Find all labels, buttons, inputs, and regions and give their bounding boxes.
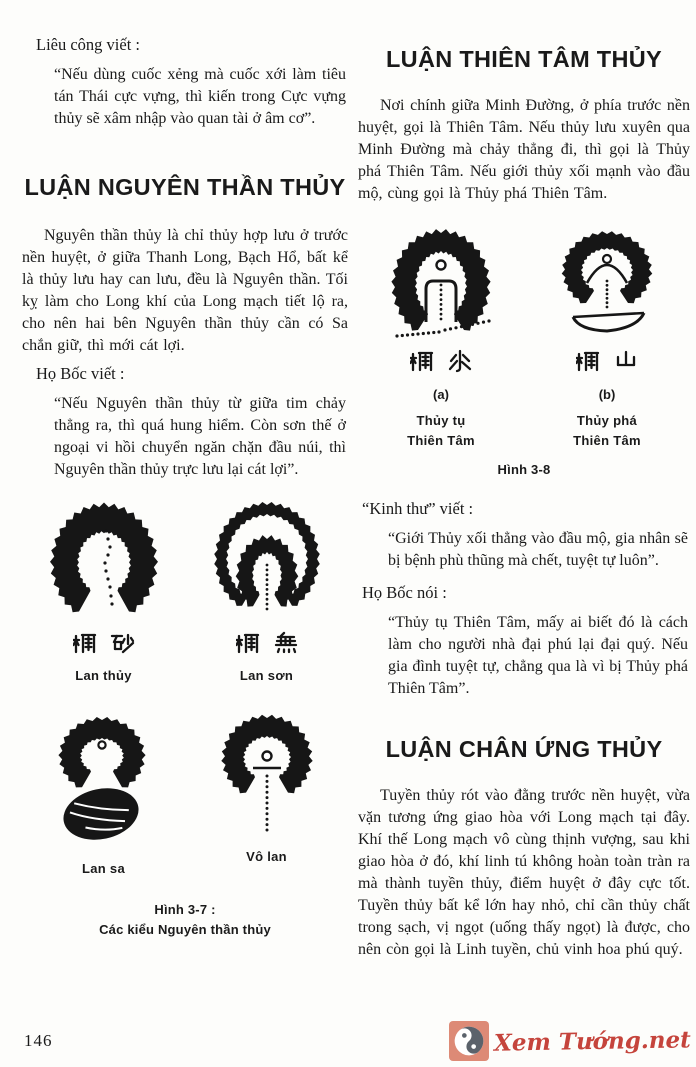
- attribution-ho-boc-viet: Họ Bốc viết :: [36, 364, 125, 383]
- figure-3-7-row-2: [22, 712, 348, 879]
- section-heading-thien-tam-thuy: LUẬN THIÊN TÂM THỦY: [386, 46, 662, 72]
- yin-yang-icon: [452, 1024, 486, 1058]
- hanzi-lan-thuy-icon: [73, 629, 135, 657]
- paragraph-thien-tam-thuy: Nơi chính giữa Minh Đường, ở phía trước nền huyệt, gọi là Thiên Tâm. Nếu thủy lưu xuyên qua Minh Đường mà chảy thẳng đi, thì gọi là Thủy phá Thiên Tâm. Nếu giới thủy xối mạnh vào đầu mộ, cùng gọi là Thủy phá Thiên Tâm.: [358, 97, 690, 202]
- left-column: [22, 0, 348, 940]
- quote-ho-boc: “Nếu Nguyên thần thủy từ giữa tim chảy thẳng ra, thì quá hung hiểm. Còn sơn thế ở ngoại vi hồi chuyển ngăn chặn đầu núi, thì Nguyên thần thủy trực lưu lại cát lợi”.: [54, 395, 346, 478]
- vo-lan-drawing-icon: [212, 712, 322, 838]
- attribution-lieu-cong: Liêu công viết :: [36, 35, 141, 54]
- quote-lieu-cong: “Nếu dùng cuốc xẻng mà cuốc xới làm tiêu tán Thái cực vựng, thì kiến trong Cực vựng thủy sẽ xâm nhập vào quan tài ở âm cơ”.: [54, 66, 346, 127]
- figure-cell-vo-lan: [185, 712, 348, 867]
- thuy-pha-drawing-icon: [551, 229, 663, 341]
- hanzi-lan-son-icon: [236, 629, 298, 657]
- paragraph-chan-ung-thuy: Tuyền thủy rót vào đằng trước nền huyệt, vừa vặn tương ứng giao hòa với Long mạch tại đây. Khí thế Long mạch vô cùng thịnh vượng, sau khi giao hòa ở đó, khí linh tú không hoàn toàn tràn ra mà thành tuyền thủy, điểm huyệt ở đây cực tốt. Tuyền thủy bất kể lớn hay nhỏ, chỉ cần thủy chất trong sạch, vị ngọt (uống thấy ngọt) là được, cho nên còn gọi là Linh tuyền, chủ vinh hoa phú quý.: [358, 787, 690, 959]
- section-heading-nguyen-than-thuy: LUẬN NGUYÊN THẦN THỦY: [24, 174, 346, 200]
- figure-label: Lan sơn: [239, 668, 294, 683]
- figure-tag-b: (b): [598, 387, 616, 402]
- figure-label: Thủy phá Thiên Tâm: [573, 413, 641, 448]
- lan-son-drawing-icon: [212, 501, 322, 623]
- figure-cell-thuy-tu: [358, 229, 524, 450]
- right-column: [358, 0, 690, 961]
- figure-label: Lan thủy: [75, 668, 132, 683]
- quote-ho-boc-noi: “Thủy tụ Thiên Tâm, mấy ai biết đó là cách làm cho người nhà đại phú lại đại quý. Nếu gia đình tuyệt tự, chẳng qua là vì bị Thủy phá Thiên Tâm”.: [388, 614, 688, 698]
- paragraph-nguyen-than-thuy: Nguyên thần thủy là chỉ thủy hợp lưu ở trước nền huyệt, ở giữa Thanh Long, Bạch Hổ, bất kể là thủy lưu hay can lưu, đều là Nguyên thần. Tối kỵ làm cho Long khí của Long mạch tiết lộ ra, cho nên hai bên Nguyên thần thủy cần có Sa chắn giữ, thì mới cát lợi.: [22, 227, 348, 354]
- figure-cell-lan-son: [185, 501, 348, 686]
- attribution-kinh-thu: “Kinh thư” viết :: [362, 499, 474, 519]
- watermark-badge: [449, 1021, 489, 1061]
- lan-thuy-drawing-icon: [49, 501, 159, 623]
- figure-tag-a: (a): [433, 387, 449, 402]
- quote-kinh-thu: “Giới Thủy xối thẳng vào đầu mộ, gia nhân sẽ bị bệnh phù thũng mà chết, tuyệt tự luôn”.: [388, 530, 688, 570]
- figure-3-8-row: [358, 229, 690, 450]
- section-heading-chan-ung-thuy: LUẬN CHÂN ỨNG THỦY: [385, 736, 663, 763]
- hanzi-thuy-tu-icon: [410, 347, 472, 375]
- figure-label: Lan sa: [82, 860, 125, 876]
- figure-cell-lan-sa: [22, 712, 185, 879]
- figure-3-7-row-1: [22, 501, 348, 686]
- lan-sa-drawing-icon: [49, 712, 159, 850]
- hanzi-thuy-pha-icon: [576, 347, 638, 375]
- thuy-tu-drawing-icon: [385, 229, 497, 341]
- figure-label: Thủy tụ Thiên Tâm: [407, 413, 475, 448]
- watermark: [449, 1021, 691, 1061]
- attribution-ho-boc-noi: Họ Bốc nói :: [362, 583, 447, 603]
- figure-cell-thuy-pha: [524, 229, 690, 450]
- page-number: 146: [24, 1031, 53, 1050]
- figure-cell-lan-thuy: [22, 501, 185, 686]
- figure-3-7-caption: Hình 3-7 : Các kiểu Nguyên thần thủy: [99, 902, 271, 938]
- figure-3-8-caption: Hình 3-8: [497, 462, 551, 477]
- figure-label: Vô lan: [246, 848, 287, 864]
- watermark-text: Xem Tướng.net: [493, 1025, 692, 1057]
